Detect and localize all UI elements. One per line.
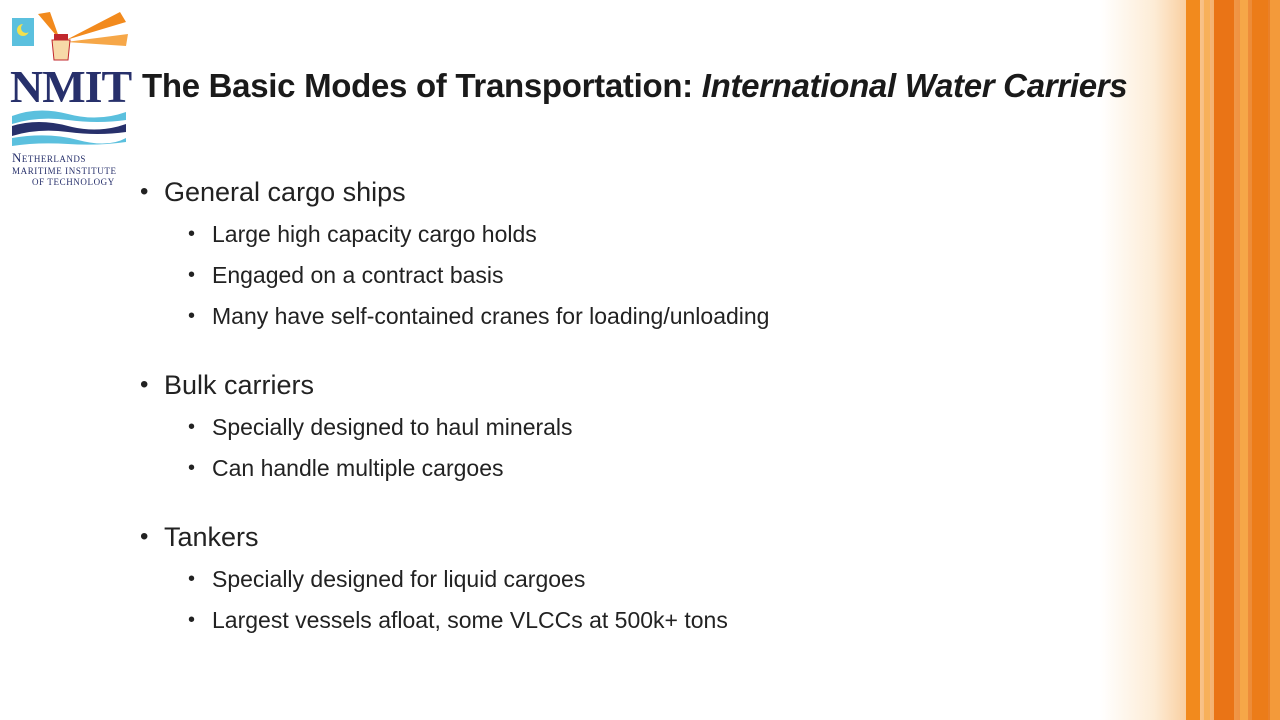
bullet-heading: • Bulk carriers [140,363,1140,407]
slide-title [142,64,1152,108]
bullet-heading: • Tankers [140,515,1140,559]
bullet-item: • Specially designed for liquid cargoes [188,559,1140,600]
logo-subtitle-line2: MARITIME INSTITUTE [12,166,117,176]
slide-title-italic: International Water Carriers [701,67,1128,104]
logo-wordmark: NMIT [10,61,132,112]
bullet-group-tankers [140,515,1140,641]
bullet-item: • Specially designed to haul minerals [188,407,1140,448]
bullet-group-bulk-carriers [140,363,1140,489]
bullet-item: • Large high capacity cargo holds [188,214,1140,255]
logo-subtitle-line1: Netherlands [12,150,86,165]
bullet-item: • Largest vessels afloat, some VLCCs at 500k+ tons [188,600,1140,641]
decorative-stripe [1240,0,1248,720]
bullet-heading: • General cargo ships [140,170,1140,214]
bullet-group-general-cargo [140,170,1140,337]
decorative-stripe [1214,0,1234,720]
decorative-stripe [1270,0,1280,720]
bullet-item: • Engaged on a contract basis [188,255,1140,296]
slide-title-main: The Basic Modes of Transportation: [142,67,702,104]
nmit-logo [8,8,134,188]
decorative-stripe [1186,0,1200,720]
bullet-item: • Many have self-contained cranes for loading/unloading [188,296,1140,337]
decorative-stripe [1204,0,1210,720]
bullet-item: • Can handle multiple cargoes [188,448,1140,489]
decorative-stripe [1252,0,1268,720]
slide-body [140,170,1140,641]
logo-subtitle-line3: OF TECHNOLOGY [32,177,115,187]
